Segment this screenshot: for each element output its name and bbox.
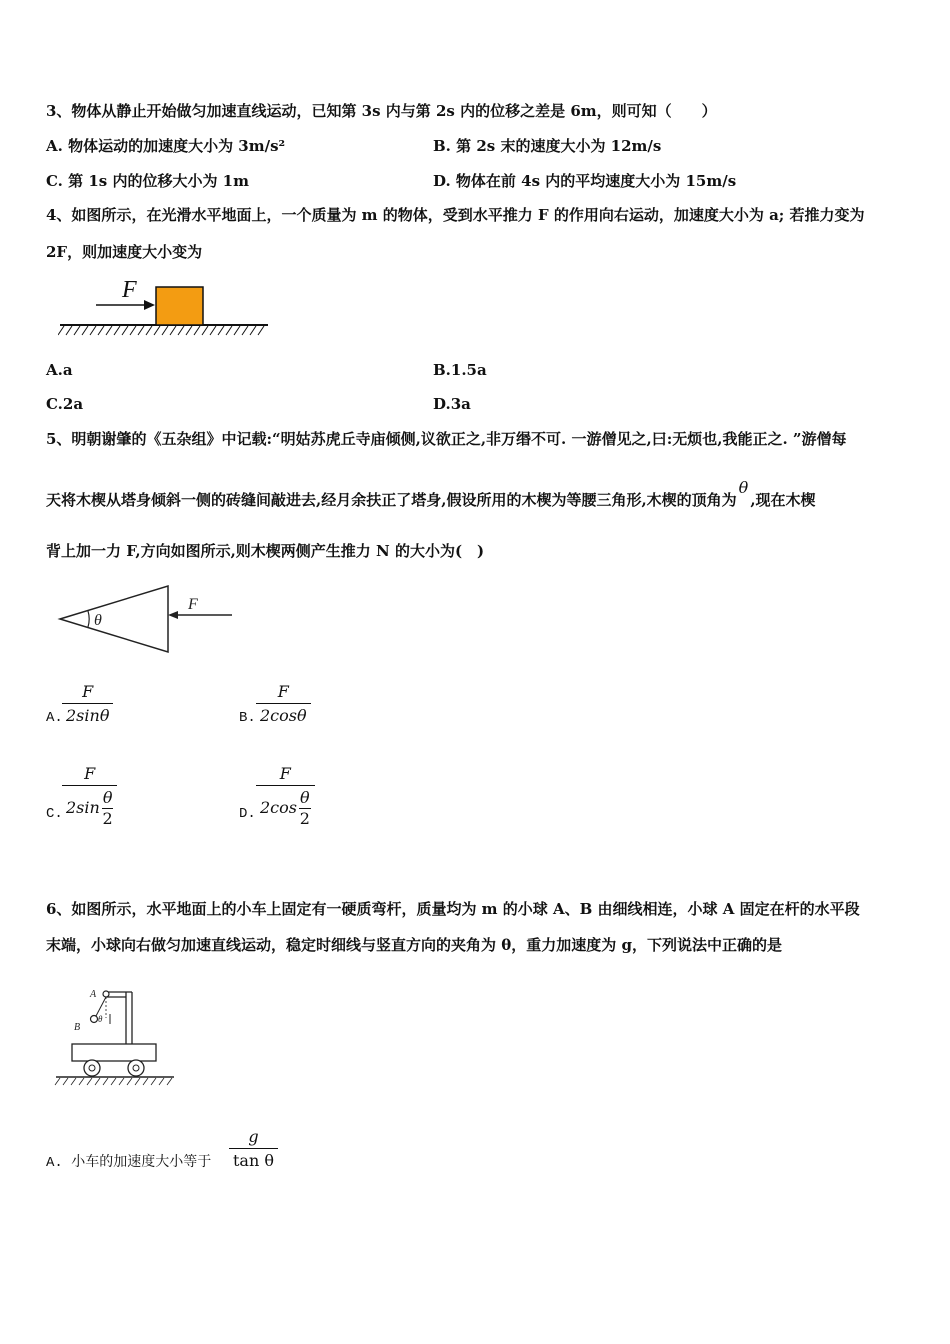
q4-stem-line2: 2F，则加速度大小变为 (46, 243, 203, 261)
q4-option-b[interactable]: B.1.5a (433, 361, 487, 379)
q5-fig-theta: θ (94, 612, 102, 629)
q5-option-d-fraction[interactable]: F 2cos $\frac{\theta}{2}$ (256, 764, 315, 829)
q3-option-c[interactable]: C. 第 1s 内的位移大小为 1m (46, 172, 249, 190)
q6-figure-cart (52, 982, 177, 1088)
q5-option-a-fraction[interactable]: F 2sinθ (62, 682, 113, 725)
q5-fig-force: F (188, 596, 198, 613)
q3-option-a[interactable]: A. 物体运动的加速度大小为 3m/s² (46, 137, 286, 155)
q5-option-b-fraction[interactable]: F 2cosθ (256, 682, 311, 725)
q3-option-b[interactable]: B. 第 2s 末的速度大小为 12m/s (433, 137, 662, 155)
q5-option-c-letter[interactable]: C. (46, 806, 63, 822)
q4-figure-block-on-ground (58, 275, 273, 340)
q4-option-c[interactable]: C.2a (46, 395, 84, 413)
q5-stem-line3: 背上加一力 F,方向如图所示,则木楔两侧产生推力 N 的大小为( ) (46, 542, 485, 560)
q5-option-a-letter[interactable]: A. (46, 710, 63, 726)
q4-stem-line1: 4、如图所示，在光滑水平地面上，一个质量为 m 的物体，受到水平推力 F 的作用向右运动，加速度大小为 a; 若推力变为 (46, 206, 865, 224)
q5-theta-symbol: θ (738, 478, 749, 497)
q3-option-d[interactable]: D. 物体在前 4s 内的平均速度大小为 15m/s (433, 172, 737, 190)
q6-stem-line2: 末端，小球向右做匀加速直线运动，稳定时细线与竖直方向的夹角为 θ，重力加速度为 g，下列说法中正确的是 (46, 936, 782, 954)
q5-stem-line1: 5、明朝谢肇的《五杂组》中记载:“明姑苏虎丘寺庙倾侧,议欲正之,非万缗不可. 一游僧见之,曰:无烦也,我能正之. ”游僧每 (46, 430, 847, 448)
q4-option-d[interactable]: D.3a (433, 395, 471, 413)
q4-force-label: F (122, 277, 137, 303)
q5-option-c-fraction[interactable]: F 2sin $\frac{\theta}{2}$ (62, 764, 117, 829)
q5-option-b-letter[interactable]: B. (239, 710, 256, 726)
q6-label-b: B (74, 1022, 81, 1033)
q6-stem-line1: 6、如图所示，水平地面上的小车上固定有一硬质弯杆，质量均为 m 的小球 A、B 由细线相连，小球 A 固定在杆的水平段 (46, 900, 860, 918)
q6-option-a-text[interactable]: A. 小车的加速度大小等于 (46, 1155, 212, 1171)
q3-stem: 3、物体从静止开始做匀加速直线运动，已知第 3s 内与第 2s 内的位移之差是 6m，则可知（ ） (46, 102, 717, 120)
q4-option-a[interactable]: A.a (46, 361, 73, 379)
q6-label-theta: θ (98, 1014, 103, 1024)
q5-stem-line2: 天将木楔从塔身倾斜一侧的砖缝间敲进去,经月余扶正了塔身,假设所用的木楔为等腰三角形,木楔的顶角为θ,现在木楔 (46, 478, 816, 509)
q6-label-a: A (90, 989, 97, 1000)
q6-option-a-fraction[interactable]: g tan θ (229, 1127, 278, 1170)
q4-block (156, 287, 203, 325)
q5-figure-wedge (50, 582, 240, 662)
q5-option-d-letter[interactable]: D. (239, 806, 256, 822)
